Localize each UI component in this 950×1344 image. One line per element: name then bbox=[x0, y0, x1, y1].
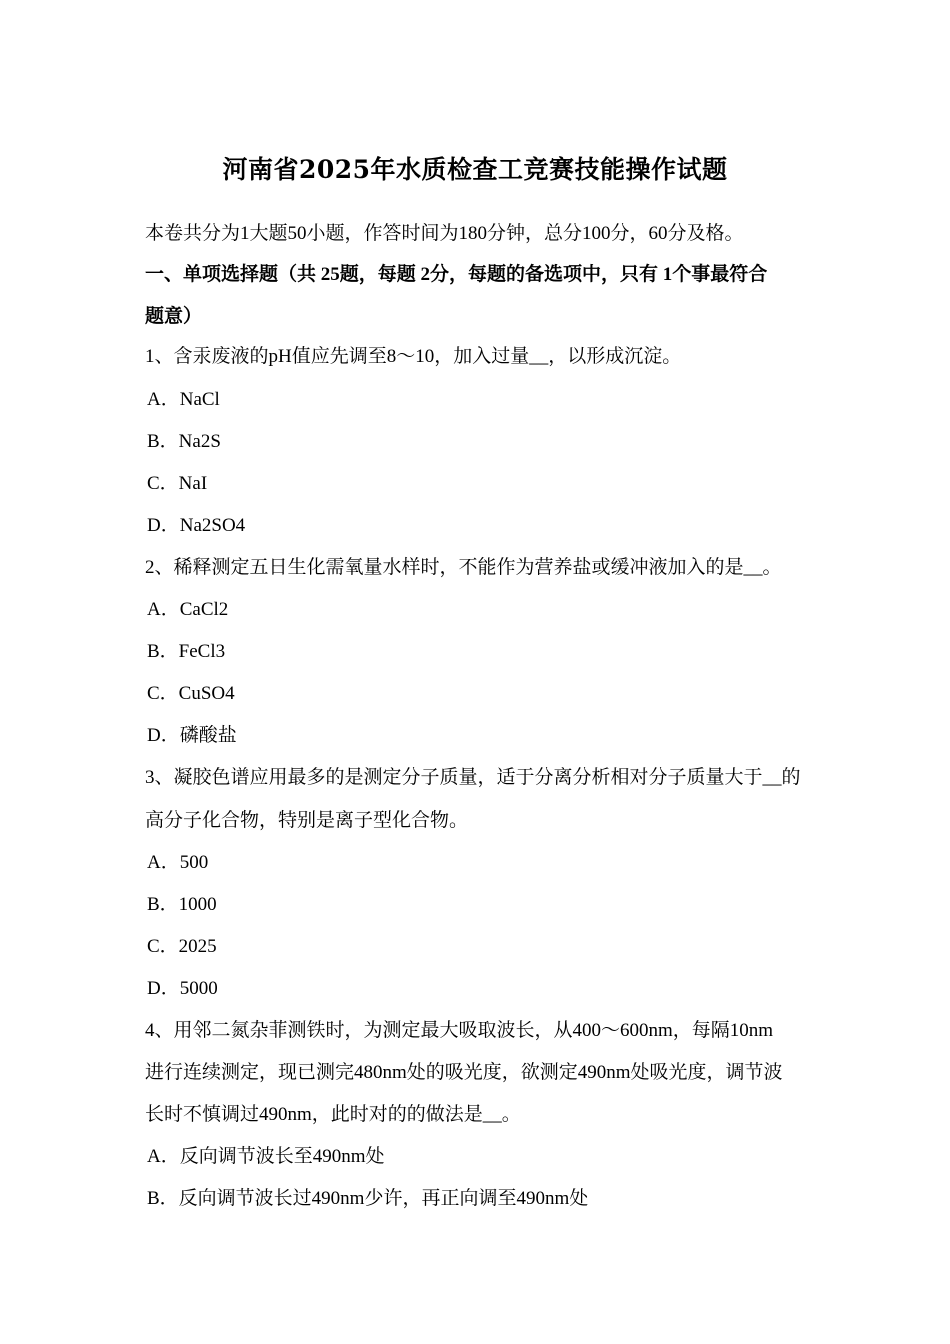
question-4-stem-line-1: 4、用邻二氮杂菲测铁时，为测定最大吸取波长，从400～600nm，每隔10nm bbox=[145, 1020, 774, 1041]
question-4-option-b: B．反向调节波长过490nm少许，再正向调至490nm处 bbox=[147, 1188, 589, 1209]
question-1-option-b: B．Na2S bbox=[147, 431, 221, 452]
section-heading-line-2: 题意） bbox=[145, 306, 203, 327]
question-2-option-a: A．CaCl2 bbox=[147, 599, 229, 620]
question-3-option-c: C．2025 bbox=[147, 936, 217, 957]
question-4-stem-line-3: 长时不慎调过490nm，此时对的的做法是__。 bbox=[145, 1104, 521, 1125]
question-1-option-d: D．Na2SO4 bbox=[147, 515, 246, 536]
document-title: 河南省2025年水质检查工竞赛技能操作试题 bbox=[222, 155, 728, 184]
question-2-option-c: C．CuSO4 bbox=[147, 683, 235, 704]
question-3-option-d: D．5000 bbox=[147, 978, 218, 999]
question-3-option-a: A．500 bbox=[147, 852, 209, 873]
question-2-option-d: D．磷酸盐 bbox=[147, 725, 237, 746]
question-4-option-a: A．反向调节波长至490nm处 bbox=[147, 1146, 385, 1167]
question-2-stem: 2、稀释测定五日生化需氧量水样时，不能作为营养盐或缓冲液加入的是__。 bbox=[145, 557, 782, 578]
question-3-option-b: B．1000 bbox=[147, 894, 217, 915]
section-heading-line-1: 一、单项选择题（共 25题，每题 2分，每题的备选项中，只有 1个事最符合 bbox=[145, 264, 768, 285]
question-1-option-a: A．NaCl bbox=[147, 389, 220, 410]
question-1-stem: 1、含汞废液的pH值应先调至8～10，加入过量__，以形成沉淀。 bbox=[145, 346, 682, 367]
question-4-stem-line-2: 进行连续测定，现已测完480nm处的吸光度，欲测定490nm处吸光度，调节波 bbox=[145, 1062, 783, 1083]
question-3-stem-line-2: 高分子化合物，特别是离子型化合物。 bbox=[145, 810, 469, 831]
exam-intro: 本卷共分为1大题50小题，作答时间为180分钟，总分100分，60分及格。 bbox=[145, 223, 744, 244]
question-3-stem-line-1: 3、凝胶色谱应用最多的是测定分子质量，适于分离分析相对分子质量大于__的 bbox=[145, 767, 801, 788]
question-1-option-c: C．NaI bbox=[147, 473, 208, 494]
question-2-option-b: B．FeCl3 bbox=[147, 641, 226, 662]
